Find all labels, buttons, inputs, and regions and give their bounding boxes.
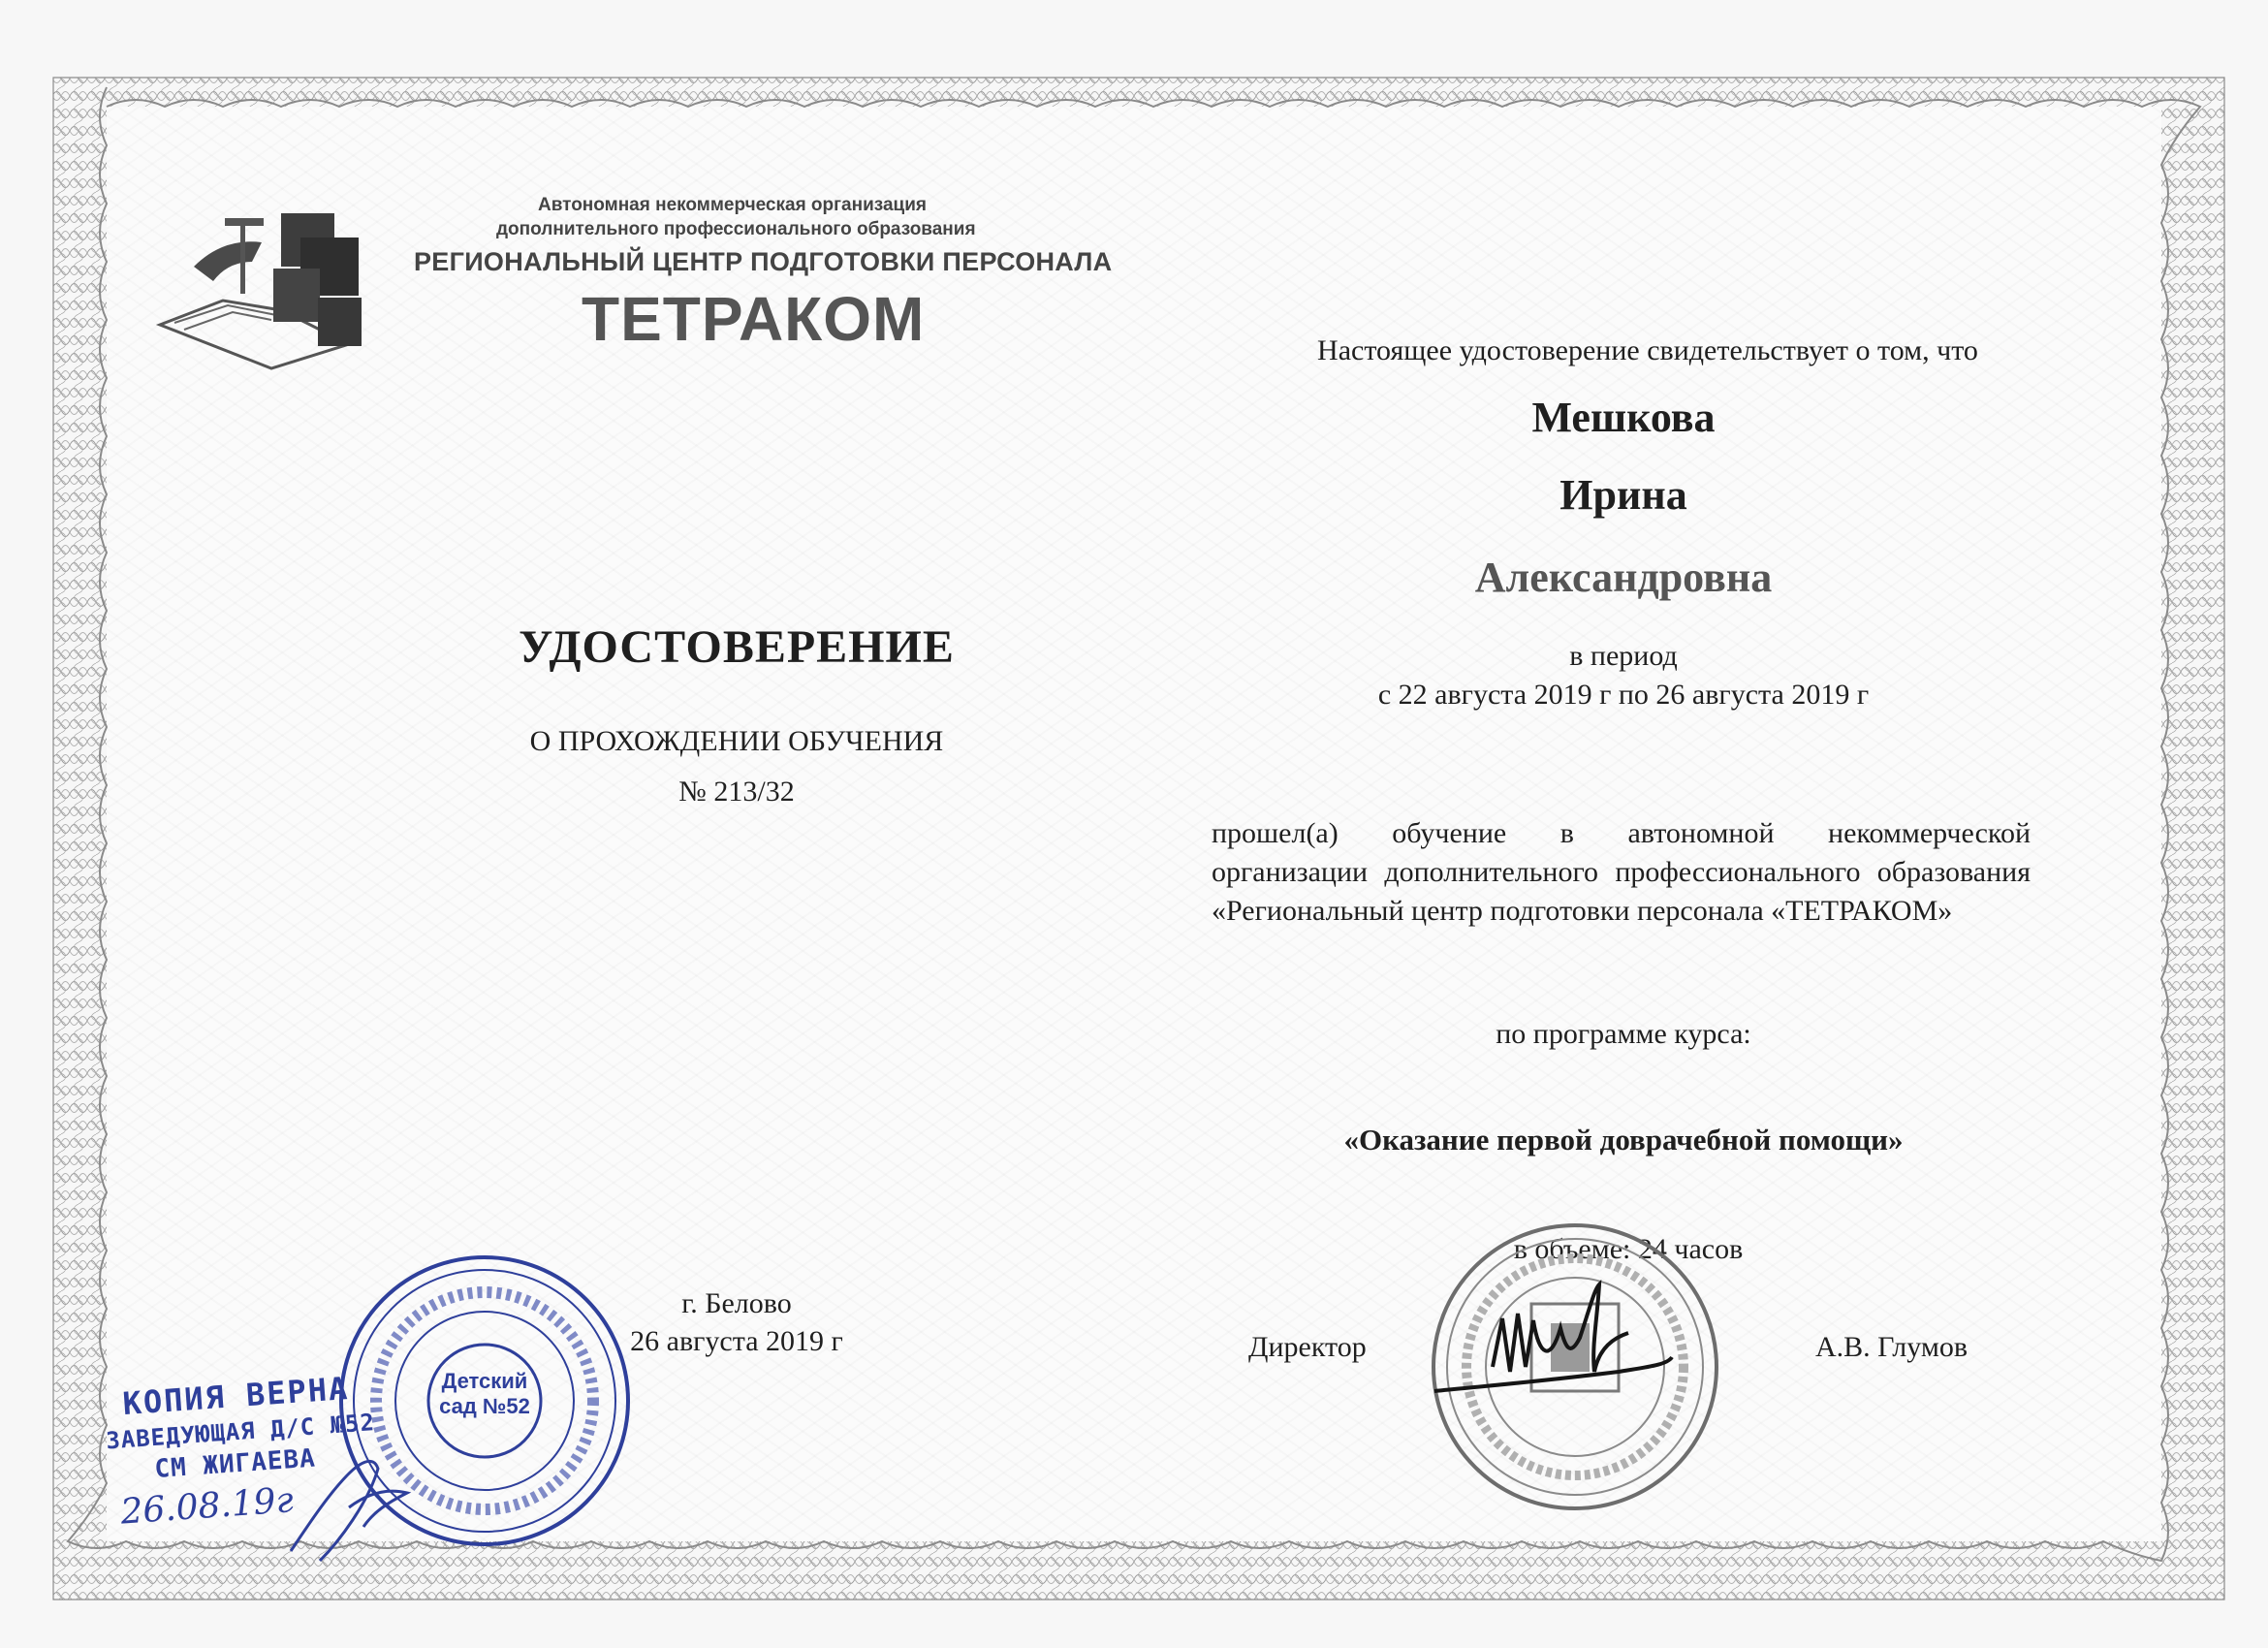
copy-stamp-signature [281,1435,426,1570]
tetracom-logo-icon [155,208,407,373]
training-statement-line: организации дополнительного профессионального образования [1212,856,2031,888]
period-dates: с 22 августа 2019 г по 26 августа 2019 г [1377,679,1870,711]
holder-patronymic: Александровна [1474,554,1773,601]
org-full-name: РЕГИОНАЛЬНЫЙ ЦЕНТР ПОДГОТОВКИ ПЕРСОНАЛА [414,247,1113,276]
holder-surname: Мешкова [1531,394,1716,441]
org-brand-name: ТЕТРАКОМ [582,284,926,354]
document-title: УДОСТОВЕРЕНИЕ [519,621,955,673]
seal-center-line: Детский [441,1369,528,1393]
organization-logo [155,189,1113,364]
certificate-intro: Настоящее удостоверение свидетельствует о том, что [1317,334,1978,366]
course-volume: в объеме: 24 часов [1513,1233,1744,1265]
program-label: по программе курса: [1496,1018,1751,1050]
copy-stamp-date: 26.08.19г [119,1480,296,1533]
copy-stamp-position: ЗАВЕДУЮЩАЯ Д/С №52 [105,1409,376,1455]
kindergarten-seal-center [417,1369,552,1419]
training-statement-line: «Региональный центр подготовки персонала «ТЕТРАКОМ» [1212,895,1953,927]
document-number: № 213/32 [678,776,795,808]
holder-first-name: Ирина [1559,471,1687,519]
issue-date: 26 августа 2019 г [630,1325,843,1357]
org-type-line-2: дополнительного профессионального образования [496,219,976,239]
director-signature [1425,1280,1677,1415]
seal-center-line: сад №52 [439,1394,530,1418]
training-statement-line: прошел(а) обучение в автономной некоммерческой [1212,817,2031,849]
program-name: «Оказание первой доврачебной помощи» [1343,1123,1904,1157]
org-type-line: Автономная некоммерческая организация [538,195,927,215]
director-name: А.В. Глумов [1815,1331,1968,1363]
period-label: в период [1569,640,1678,672]
document-subtitle: О ПРОХОЖДЕНИИ ОБУЧЕНИЯ [529,725,944,757]
copy-stamp-name: СМ ЖИГАЕВА [153,1443,317,1485]
director-label: Директор [1248,1331,1367,1363]
training-statement [1212,814,2031,931]
issue-city: г. Белово [681,1287,792,1319]
copy-stamp-title: КОПИЯ ВЕРНА [121,1369,351,1423]
